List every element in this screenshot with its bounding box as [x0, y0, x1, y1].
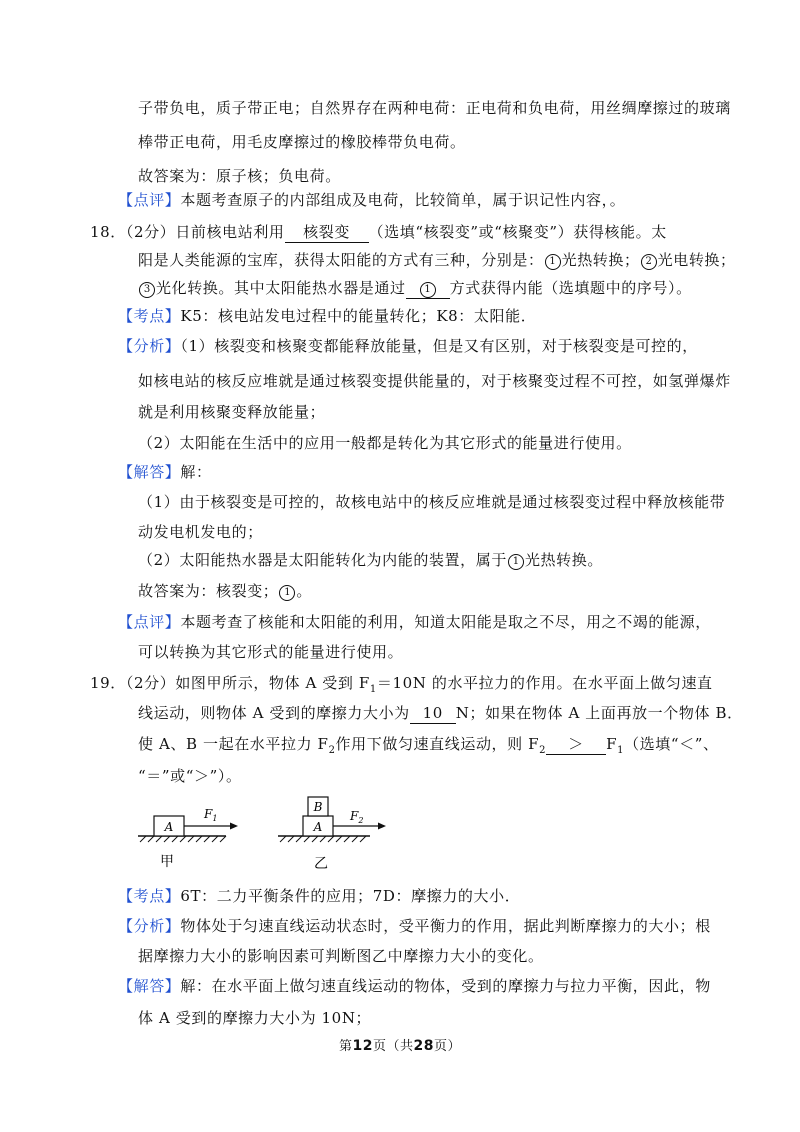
analysis-line: （2）太阳能在生活中的应用一般都是转化为其它形式的能量进行使用。: [138, 434, 632, 452]
question-19-line-4: “＝”或“＞”）。: [138, 767, 242, 785]
review-line: 可以转换为其它形式的能量进行使用。: [138, 643, 404, 661]
question-19-line-1: [90, 673, 713, 700]
figure-yi: [278, 797, 386, 872]
question-text: （2分）日前核电站利用: [125, 223, 285, 241]
review-text: 本题考查了核能和太阳能的利用，知道太阳能是取之不尽，用之不竭的能源，: [180, 613, 711, 631]
kaodian-line: [118, 306, 536, 326]
question-number: 18．: [90, 223, 126, 241]
question-19-line-2: [138, 703, 743, 724]
question-text: 方式获得内能（选填题中的序号）。: [449, 279, 692, 297]
total-pages: 28: [413, 1038, 434, 1054]
figure-jia: [138, 807, 238, 870]
solution-line: [138, 550, 603, 570]
question-text: （2分）如图甲所示，物体 A 受到 F: [125, 674, 370, 692]
footer-text: 第: [338, 1039, 353, 1054]
solution-text: 解：: [180, 463, 212, 481]
review-line: [118, 190, 625, 210]
subscript: 2: [328, 745, 336, 756]
f1-label: $F_1$: [204, 807, 218, 823]
question-text: 线运动，则物体 A 受到的摩擦力大小为: [138, 704, 410, 722]
answer-line: 故答案为：原子核；负电荷。: [138, 167, 341, 185]
kaodian-line: [118, 886, 520, 906]
question-18-line-1: [90, 222, 667, 243]
footer-text: 页（共: [372, 1039, 414, 1054]
analysis-line: 就是利用核聚变释放能量；: [138, 403, 326, 421]
question-text: N；如果在物体 A 上面再放一个物体 B．: [455, 704, 743, 722]
solution-tag: 【解答】: [118, 977, 181, 995]
footer-text: 页）: [433, 1039, 461, 1054]
answer-blank: ＞: [546, 734, 606, 755]
text-line: 棒带正电荷，用毛皮摩擦过的橡胶棒带负电荷。: [138, 133, 466, 151]
solution-tag: 【解答】: [118, 463, 181, 481]
kaodian-tag: 【考点】: [118, 307, 181, 325]
block-a-label: A: [313, 820, 323, 834]
answer-blank: 核裂变: [285, 222, 369, 243]
circled-number: 3: [139, 282, 155, 298]
ground-hatching: [280, 836, 366, 842]
solution-text: （2）太阳能热水器是太阳能转化为内能的装置，属于: [138, 551, 507, 569]
arrow-head-icon: [230, 823, 238, 830]
question-text: ＝10N 的水平拉力的作用。在水平面上做匀速直: [376, 674, 713, 692]
question-18-line-3: [138, 278, 692, 299]
review-line: [118, 612, 711, 632]
question-text: 阳是人类能源的宝库，获得太阳能的方式有三种，分别是：: [138, 251, 544, 269]
circled-number: 1: [420, 282, 436, 298]
solution-line: 动发电机发电的；: [138, 523, 263, 541]
subscript: 1: [369, 684, 377, 695]
circled-number: 1: [508, 554, 524, 570]
review-tag: 【点评】: [118, 613, 181, 631]
page-footer: [0, 1037, 800, 1056]
analysis-line: 据摩擦力大小的影响因素可判断图乙中摩擦力大小的变化。: [138, 947, 544, 965]
answer-text: 。: [296, 582, 313, 600]
analysis-text: 物体处于匀速直线运动状态时，受平衡力的作用，据此判断摩擦力的大小；根: [180, 917, 711, 935]
solution-line: 体 A 受到的摩擦力大小为 10N；: [138, 1009, 372, 1027]
analysis-line: [118, 916, 711, 936]
question-18-line-2: [138, 250, 736, 270]
figure-label-yi: 乙: [314, 856, 328, 872]
review-tag: 【点评】: [118, 191, 181, 209]
question-text: 光电转换；: [657, 251, 736, 269]
question-text: 光热转换；: [561, 251, 640, 269]
analysis-tag: 【分析】: [118, 337, 181, 355]
question-text: F: [606, 735, 618, 753]
circled-number: 1: [545, 254, 561, 270]
analysis-line: [118, 336, 698, 356]
text-line: 子带负电，质子带正电；自然界存在两种电荷：正电荷和负电荷，用丝绸摩擦过的玻璃: [138, 99, 731, 117]
figure-label-jia: 甲: [160, 854, 174, 870]
kaodian-text: 6T：二力平衡条件的应用；7D：摩擦力的大小．: [180, 887, 521, 905]
question-text: （选填“＜”、: [624, 735, 719, 753]
answer-line: [138, 581, 312, 601]
solution-line: [118, 976, 711, 996]
solution-text: 光热转换。: [524, 551, 603, 569]
kaodian-text: K5：核电站发电过程中的能量转化；K8：太阳能．: [180, 307, 537, 325]
force-diagram: [130, 790, 400, 880]
arrow-head-icon: [378, 823, 386, 830]
answer-blank: [406, 278, 450, 299]
question-number: 19．: [90, 674, 126, 692]
analysis-text: （1）核裂变和核聚变都能释放能量，但是又有区别，对于核裂变是可控的，: [180, 337, 698, 355]
analysis-tag: 【分析】: [118, 917, 181, 935]
block-a-label: A: [164, 820, 174, 834]
block-b-label: B: [313, 800, 323, 814]
question-text: 光化转换。其中太阳能热水器是通过: [156, 279, 406, 297]
solution-text: 解：在水平面上做匀速直线运动的物体，受到的摩擦力与拉力平衡，因此，物: [180, 977, 711, 995]
f2-label: $F_2$: [350, 809, 364, 825]
solution-line: （1）由于核裂变是可控的，故核电站中的核反应堆就是通过核裂变过程中释放核能带: [138, 493, 726, 511]
analysis-line: 如核电站的核反应堆就是通过核裂变提供能量的，对于核聚变过程不可控，如氢弹爆炸: [138, 372, 731, 390]
question-text: 作用下做匀速直线运动，则 F: [335, 735, 540, 753]
ground-hatching: [140, 836, 226, 842]
question-text: 使 A、B 一起在水平拉力 F: [138, 735, 329, 753]
review-text: 本题考查原子的内部组成及电荷，比较简单，属于识记性内容，。: [180, 191, 626, 209]
question-19-line-3: [138, 734, 719, 761]
kaodian-tag: 【考点】: [118, 887, 181, 905]
solution-line: [118, 462, 212, 482]
question-text: （选填“核裂变”或“核聚变”）获得核能。太: [368, 223, 667, 241]
subscript: 1: [617, 745, 625, 756]
answer-blank: 10: [410, 703, 456, 724]
circled-number: 1: [279, 585, 295, 601]
page-number: 12: [352, 1038, 373, 1054]
circled-number: 2: [641, 254, 657, 270]
answer-text: 故答案为：核裂变；: [138, 582, 279, 600]
subscript: 2: [539, 745, 547, 756]
